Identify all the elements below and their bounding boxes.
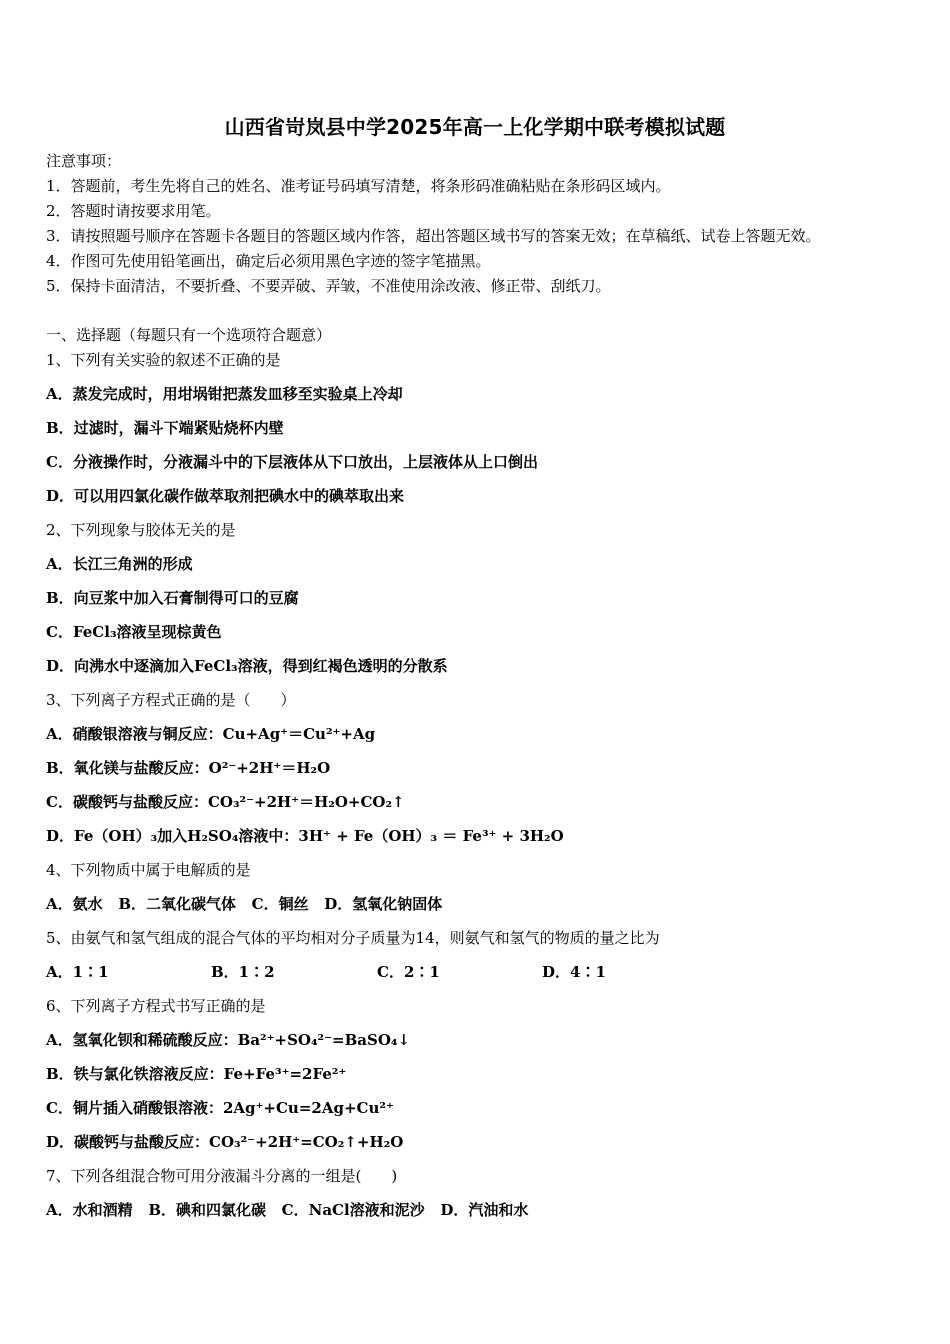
notice-item-3: 3．请按照题号顺序在答题卡各题目的答题区域内作答，超出答题区域书写的答案无效；在草稿纸、试卷上答题无效。 bbox=[46, 227, 821, 245]
question-3-option-a: A．硝酸银溶液与铜反应：Cu+Ag⁺＝Cu²⁺+Ag bbox=[46, 725, 376, 743]
question-1-option-d: D．可以用四氯化碳作做萃取剂把碘水中的碘萃取出来 bbox=[46, 487, 405, 505]
question-1-stem: 1、下列有关实验的叙述不正确的是 bbox=[46, 351, 281, 369]
question-3-stem: 3、下列离子方程式正确的是（ ） bbox=[46, 691, 296, 709]
question-6-option-a: A．氢氧化钡和稀硫酸反应：Ba²⁺+SO₄²⁻=BaSO₄↓ bbox=[46, 1031, 411, 1049]
question-4-option-c: C．铜丝 bbox=[251, 895, 309, 913]
question-7-option-b: B．碘和四氯化碳 bbox=[148, 1201, 266, 1219]
question-1-option-a: A．蒸发完成时，用坩埚钳把蒸发皿移至实验桌上冷却 bbox=[46, 385, 403, 403]
question-1-option-c: C．分液操作时，分液漏斗中的下层液体从下口放出，上层液体从上口倒出 bbox=[46, 453, 538, 471]
question-4-options bbox=[46, 894, 442, 914]
notice-item-1: 1．答题前，考生先将自己的姓名、准考证号码填写清楚，将条形码准确粘贴在条形码区域内。 bbox=[46, 177, 671, 195]
question-3-option-b: B．氧化镁与盐酸反应：O²⁻+2H⁺＝H₂O bbox=[46, 759, 331, 777]
question-4-option-b: B．二氧化碳气体 bbox=[118, 895, 236, 913]
section-heading: 一、选择题（每题只有一个选项符合题意） bbox=[46, 326, 332, 344]
notice-item-4: 4．作图可先使用铅笔画出，确定后必须用黑色字迹的签字笔描黑。 bbox=[46, 252, 491, 270]
question-1-option-b: B．过滤时，漏斗下端紧贴烧杯内壁 bbox=[46, 419, 284, 437]
question-3-option-d: D．Fe（OH）₃加入H₂SO₄溶液中：3H⁺ + Fe（OH）₃ ＝ Fe³⁺ + 3H₂O bbox=[46, 827, 564, 845]
question-5-option-a: A．1∶1 bbox=[46, 963, 109, 981]
question-4-option-a: A．氨水 bbox=[46, 895, 103, 913]
question-5-option-c: C．2∶1 bbox=[377, 963, 440, 981]
question-6-option-b: B．铁与氯化铁溶液反应：Fe+Fe³⁺=2Fe²⁺ bbox=[46, 1065, 347, 1083]
question-7-option-c: C．NaCl溶液和泥沙 bbox=[281, 1201, 425, 1219]
question-7-option-a: A．水和酒精 bbox=[46, 1201, 133, 1219]
notice-item-2: 2．答题时请按要求用笔。 bbox=[46, 202, 221, 220]
question-7-stem: 7、下列各组混合物可用分液漏斗分离的一组是( ) bbox=[46, 1167, 398, 1185]
question-2-option-c: C．FeCl₃溶液呈现棕黄色 bbox=[46, 623, 222, 641]
question-5-stem: 5、由氨气和氢气组成的混合气体的平均相对分子质量为14，则氨气和氢气的物质的量之比为 bbox=[46, 929, 660, 947]
question-7-options bbox=[46, 1200, 528, 1220]
question-5-option-d: D．4∶1 bbox=[542, 963, 606, 981]
question-6-stem: 6、下列离子方程式书写正确的是 bbox=[46, 997, 266, 1015]
notice-item-5: 5．保持卡面清洁，不要折叠、不要弄破、弄皱，不准使用涂改液、修正带、刮纸刀。 bbox=[46, 277, 611, 295]
question-2-option-b: B．向豆浆中加入石膏制得可口的豆腐 bbox=[46, 589, 299, 607]
question-3-option-c: C．碳酸钙与盐酸反应：CO₃²⁻+2H⁺＝H₂O+CO₂↑ bbox=[46, 793, 405, 811]
question-6-option-d: D．碳酸钙与盐酸反应：CO₃²⁻+2H⁺=CO₂↑+H₂O bbox=[46, 1133, 404, 1151]
document-title: 山西省岢岚县中学2025年高一上化学期中联考模拟试题 bbox=[224, 115, 726, 139]
notice-heading: 注意事项： bbox=[46, 152, 122, 170]
question-2-option-a: A．长江三角洲的形成 bbox=[46, 555, 193, 573]
question-4-stem: 4、下列物质中属于电解质的是 bbox=[46, 861, 251, 879]
question-2-option-d: D．向沸水中逐滴加入FeCl₃溶液，得到红褐色透明的分散系 bbox=[46, 657, 448, 675]
question-2-stem: 2、下列现象与胶体无关的是 bbox=[46, 521, 236, 539]
question-7-option-d: D．汽油和水 bbox=[440, 1201, 529, 1219]
question-4-option-d: D．氢氧化钠固体 bbox=[324, 895, 443, 913]
question-5-option-b: B．1∶2 bbox=[211, 963, 275, 981]
question-6-option-c: C．铜片插入硝酸银溶液：2Ag⁺+Cu=2Ag+Cu²⁺ bbox=[46, 1099, 394, 1117]
